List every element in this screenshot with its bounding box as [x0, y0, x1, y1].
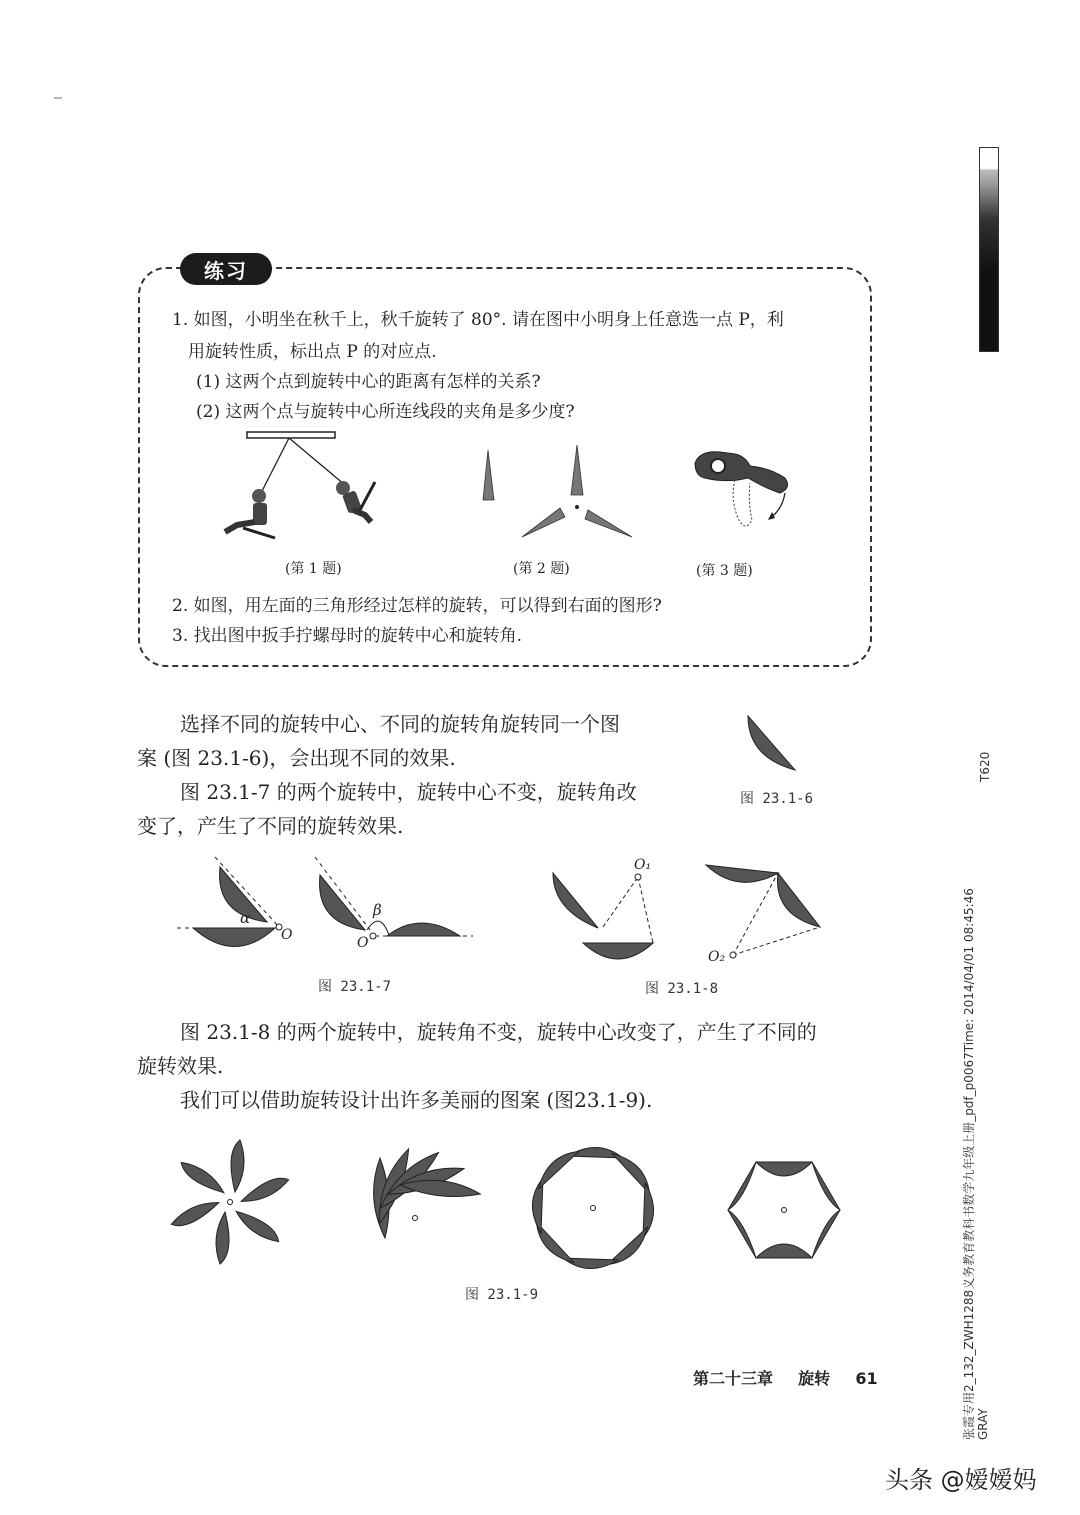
ring-pattern	[529, 1144, 657, 1272]
chapter-label: 第二十三章	[693, 1369, 774, 1388]
scan-speck	[54, 97, 62, 99]
beta-label: β	[373, 901, 382, 919]
paragraph-1-line-2: 案 (图 23.1-6)，会出现不同的效果.	[137, 746, 456, 770]
question-3-figure-caption: (第 3 题)	[696, 563, 753, 579]
question-3: 3. 找出图中扳手拧螺母时的旋转中心和旋转角.	[172, 626, 523, 646]
figure-23-1-9-caption: 图 23.1-9	[465, 1287, 539, 1303]
o-label-2: O	[357, 935, 369, 951]
paragraph-1-line-1: 选择不同的旋转中心、不同的旋转角旋转同一个图	[180, 712, 620, 736]
grayscale-calibration-bar	[979, 147, 999, 352]
side-stamp-code: T620	[978, 751, 992, 782]
paragraph-3-line-1: 图 23.1-8 的两个旋转中，旋转角不变，旋转中心改变了，产生了不同的	[180, 1020, 817, 1044]
rotation-same-angle-figure	[548, 855, 828, 965]
o-label: O	[281, 927, 293, 943]
triangles-figure	[470, 440, 640, 545]
o1-label: O₁	[634, 857, 652, 873]
question-2: 2. 如图，用左面的三角形经过怎样的旋转，可以得到右面的图形?	[172, 596, 662, 616]
question-1-line-2: 用旋转性质，标出点 P 的对应点.	[188, 342, 437, 362]
wrench-figure	[690, 448, 800, 538]
rotation-patterns-figure	[160, 1140, 860, 1270]
question-1-sub-2: (2) 这两个点与旋转中心所连线段的夹角是多少度?	[196, 402, 575, 422]
question-2-figure-caption: (第 2 题)	[513, 561, 570, 577]
page-footer	[693, 1366, 878, 1389]
paragraph-2-line-2: 变了，产生了不同的旋转效果.	[137, 814, 404, 838]
o2-label: O₂	[708, 949, 726, 965]
paragraph-2-line-1: 图 23.1-7 的两个旋转中，旋转中心不变，旋转角改	[180, 780, 637, 804]
alpha-label: α	[240, 909, 251, 927]
question-1-sub-1: (1) 这两个点到旋转中心的距离有怎样的关系?	[196, 372, 541, 392]
figure-23-1-7-caption: 图 23.1-7	[318, 979, 392, 995]
side-stamp-gray: GRAY	[976, 1408, 990, 1440]
question-1-line-1: 1. 如图，小明坐在秋千上，秋千旋转了 80°. 请在图中小明身上任意选一点 P，利	[172, 310, 784, 330]
chapter-title: 旋转	[798, 1369, 831, 1388]
swing-figure	[215, 430, 385, 545]
side-stamp-line: 张霞专用2_132_ZWH1288义务教育教科书数学九年级上册_pdf_p0067Time: 2014/04/01 08:45:46	[962, 888, 976, 1440]
hexagon-pattern	[728, 1162, 840, 1258]
figure-23-1-8-caption: 图 23.1-8	[645, 981, 719, 997]
crescent-figure	[740, 712, 800, 777]
paragraph-3-line-2: 旋转效果.	[137, 1054, 224, 1078]
watermark: 头条 @嫒嫒妈	[885, 1466, 1037, 1494]
question-1-figure-caption: (第 1 题)	[285, 561, 342, 577]
fan-pattern	[369, 1146, 481, 1238]
rotation-same-center-figure	[175, 855, 475, 955]
paragraph-4: 我们可以借助旋转设计出许多美丽的图案 (图23.1-9).	[180, 1088, 653, 1112]
page-number: 61	[855, 1369, 878, 1388]
figure-23-1-6-caption: 图 23.1-6	[740, 791, 814, 807]
pinwheel-pattern	[169, 1140, 290, 1264]
exercise-badge: 练习	[180, 253, 272, 285]
